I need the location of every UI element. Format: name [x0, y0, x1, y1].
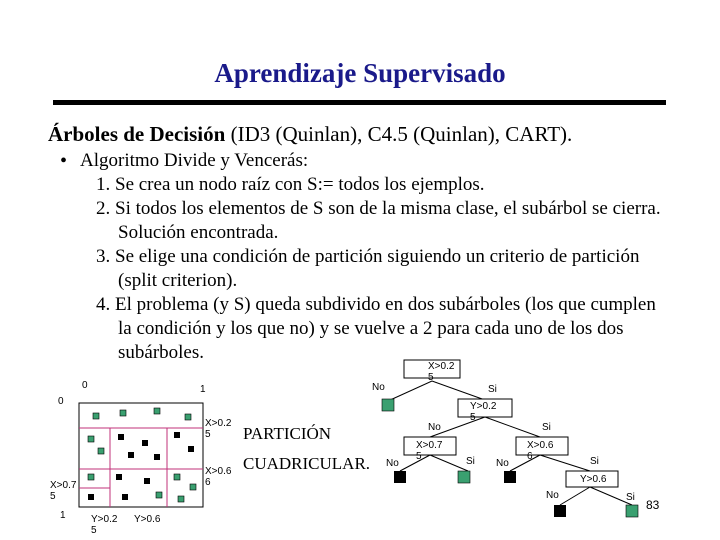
- grid-point: [88, 494, 94, 500]
- algorithm-line-6: 4. El problema (y S) queda subdivido en dos subárboles (los que cumplen: [96, 294, 656, 315]
- tree-node-label-left: X>0.7 5: [416, 440, 443, 462]
- branch-si-root: Si: [488, 384, 497, 395]
- grid-point: [122, 494, 128, 500]
- grid-label-right1: X>0.2 5: [205, 418, 232, 440]
- page-number: 83: [646, 498, 660, 512]
- branch-no-right: No: [496, 458, 509, 469]
- grid-point: [188, 446, 194, 452]
- tree-leaf: [554, 505, 566, 517]
- algorithm-line-7: la condición y los que no) y se vuelve a 2 para cada uno de los dos: [118, 318, 624, 339]
- algorithm-line-4: 3. Se elige una condición de partición siguiendo un criterio de partición: [96, 246, 640, 267]
- branch-si-left: Si: [466, 456, 475, 467]
- caption-particion: PARTICIÓN: [243, 424, 332, 443]
- grid-point: [185, 414, 191, 420]
- branch-no-root: No: [372, 382, 385, 393]
- grid-point: [93, 413, 99, 419]
- bullet-marker: •: [60, 150, 68, 172]
- algorithm-line-3: Solución encontrada.: [118, 222, 279, 243]
- branch-si-level1: Si: [542, 422, 551, 433]
- axis-label-y1: 1: [60, 510, 66, 521]
- slide-title: Aprendizaje Supervisado: [214, 58, 506, 88]
- grid-point: [116, 474, 122, 480]
- tree-node-label-level1: Y>0.2 5: [470, 401, 497, 423]
- algorithm-line-8: subárboles.: [118, 342, 205, 363]
- grid-point: [118, 434, 124, 440]
- branch-no-left: No: [386, 458, 399, 469]
- branch-si-right: Si: [590, 456, 599, 467]
- grid-point: [142, 440, 148, 446]
- branch-si-deep: Si: [626, 492, 635, 503]
- branch-no-level1: No: [428, 422, 441, 433]
- section-heading: [48, 122, 572, 147]
- grid-label-xsplit: X>0.7 5: [50, 480, 77, 502]
- tree-node-label-root: X>0.2 5: [428, 361, 455, 383]
- grid-point: [178, 496, 184, 502]
- caption-cuadricular: CUADRICULAR.: [243, 454, 371, 473]
- branch-no-deep: No: [546, 490, 559, 501]
- algorithm-line-0: Algoritmo Divide y Vencerás:: [80, 150, 309, 171]
- heading-bold: Árboles de Decisión: [48, 122, 226, 146]
- axis-label-x0: 0: [82, 380, 88, 391]
- tree-node-label-deep: Y>0.6: [580, 474, 607, 485]
- decision-tree-figure: [370, 355, 670, 540]
- tree-node-label-right: X>0.6 6: [527, 440, 554, 462]
- tree-leaf: [504, 471, 516, 483]
- heading-rest: (ID3 (Quinlan), C4.5 (Quinlan), CART).: [225, 122, 573, 146]
- tree-leaf: [458, 471, 470, 483]
- grid-point: [98, 448, 104, 454]
- grid-point: [120, 410, 126, 416]
- grid-point: [154, 408, 160, 414]
- tree-leaf: [382, 399, 394, 411]
- grid-point: [156, 492, 162, 498]
- algorithm-line-2: 2. Si todos los elementos de S son de la misma clase, el subárbol se cierra.: [96, 198, 661, 219]
- title-divider: [53, 100, 666, 105]
- grid-point: [144, 478, 150, 484]
- algorithm-line-5: (split criterion).: [118, 270, 238, 291]
- grid-point: [128, 452, 134, 458]
- grid-point: [88, 474, 94, 480]
- grid-point: [174, 474, 180, 480]
- tree-leaf: [394, 471, 406, 483]
- axis-label-y0: 0: [58, 396, 64, 407]
- grid-label-ysplit1: Y>0.2 5: [91, 514, 118, 536]
- grid-label-ysplit2: Y>0.6: [134, 514, 161, 525]
- grid-point: [190, 484, 196, 490]
- grid-point: [154, 454, 160, 460]
- algorithm-line-1: 1. Se crea un nodo raíz con S:= todos los ejemplos.: [96, 174, 485, 195]
- grid-point: [174, 432, 180, 438]
- axis-label-x1: 1: [200, 384, 206, 395]
- grid-point: [88, 436, 94, 442]
- tree-leaf: [626, 505, 638, 517]
- grid-label-right2: X>0.6 6: [205, 466, 232, 488]
